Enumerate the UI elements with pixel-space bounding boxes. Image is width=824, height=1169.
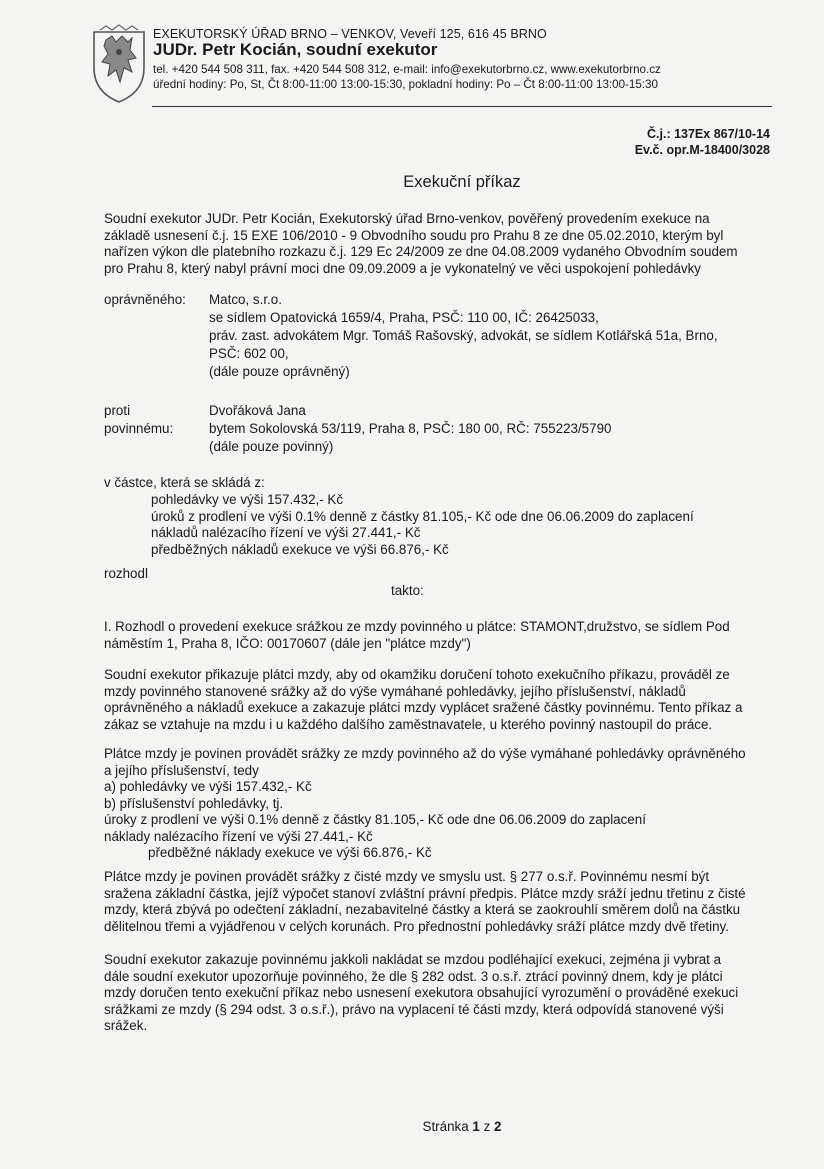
order-paragraph	[104, 667, 770, 733]
case-number: Č.j.: 137Ex 867/10-14	[647, 127, 770, 141]
text-line: Dvořáková Jana	[209, 403, 306, 418]
text-line: Plátce mzdy je povinen provádět srážky ze mzdy povinného až do výše vymáhané pohledávky oprávněného	[104, 746, 746, 761]
text-line: předběžné náklady exekuce ve výši 66.876,- Kč	[148, 845, 432, 860]
text-line: se sídlem Opatovická 1659/4, Praha, PSČ: 110 00, IČ: 26425033,	[209, 310, 599, 325]
text-line: mzdy, která zbývá po odečtení základní, nezabavitelné částky a která se zaokrouhlí směrem dolů na částku	[104, 902, 741, 917]
text-line: (dále pouze oprávněný)	[209, 364, 350, 379]
page-indicator	[0, 1119, 824, 1136]
text-line: mzdy doručen tento exekuční příkaz nebo usnesení exekutora obsahující vyrozumění o prováděné exekuci	[104, 985, 739, 1000]
intro-paragraph	[104, 211, 770, 277]
text-line: zákaz se vztahuje na mzdu i u každého dalšího zaměstnavatele, u kterého povinný nastoupil do práce.	[104, 716, 713, 732]
text-line: sražena základní částka, jejíž výpočet stanoví zvláštní právní předpis. Plátce mzdy sráží jednu třetinu z čisté	[104, 885, 746, 901]
text-line: mzdy povinného stanovené srážky až do výše vymáhané pohledávky, jejího příslušenství, nákladů	[104, 683, 686, 699]
contact-line: tel. +420 544 508 311, fax. +420 544 508 312, e-mail: info@exekutorbrno.cz, www.exekutorbrno.cz	[153, 63, 661, 76]
text-line: dále soudní exekutor upozorňuje povinného, že dle § 282 odst. 3 o.s.ř. ztrácí povinný dnem, kdy je plátci	[104, 968, 723, 984]
office-address: EXEKUTORSKÝ ÚŘAD BRNO – VENKOV, Veveří 125, 616 45 BRNO	[153, 27, 547, 41]
of-word: z	[483, 1119, 491, 1134]
reference-block	[635, 126, 770, 158]
office-hours: úřední hodiny: Po, St, Čt 8:00-11:00 13:00-15:30, pokladní hodiny: Po – Čt 8:00-11:00 13:00-15:30	[153, 78, 658, 91]
text-line: (dále pouze povinný)	[209, 439, 334, 454]
prohibition-paragraph	[104, 952, 770, 1035]
executor-name: JUDr. Petr Kocián, soudní exekutor	[153, 40, 438, 59]
text-line: náklady nalézacího řízení ve výši 27.441,- Kč	[104, 828, 373, 844]
coat-of-arms-icon	[88, 24, 150, 104]
page-number: 1	[472, 1119, 480, 1134]
text-line: PSČ: 602 00,	[209, 346, 289, 361]
text-line: srážek.	[104, 1018, 148, 1033]
amount-items	[151, 492, 694, 558]
text-line: základě usnesení č.j. 15 EXE 106/2010 - 9 Obvodního soudu pro Prahu 8 ze dne 05.02.2010, kterým byl	[104, 227, 724, 243]
text-line: práv. zast. advokátem Mgr. Tomáš Rašovský, advokát, se sídlem Kotlářská 51a, Brno,	[209, 328, 718, 343]
amount-intro: v částce, která se skládá z:	[104, 475, 265, 490]
amount-item: pohledávky ve výši 157.432,- Kč	[151, 492, 344, 507]
text-line: náměstím 1, Praha 8, IČO: 00170607 (dále jen "plátce mzdy")	[104, 635, 471, 651]
text-line: dělitelnou třemi a vyjádřenou v celých korunách. Pro přednostní pohledávky sráží plátce mzdy dvě třetiny.	[104, 918, 729, 934]
text-line: nařízen výkon dle platebního rozkazu č.j. 129 Ec 24/2009 ze dne 04.08.2009 vydaného Obvodním soudem	[104, 244, 738, 259]
amount-item: předběžných nákladů exekuce ve výši 66.876,- Kč	[151, 541, 449, 557]
text-line: Matco, s.r.o.	[209, 292, 282, 307]
decided-label: rozhodl	[104, 566, 148, 581]
takto-label: takto:	[391, 583, 424, 598]
creditor-details	[209, 292, 718, 382]
text-line: bytem Sokolovská 53/119, Praha 8, PSČ: 180 00, RČ: 755223/5790	[209, 421, 612, 436]
text-line: srážkami ze mzdy (§ 294 odst. 3 o.s.ř.), právo na vyplacení té části mzdy, která odpovídá stanovené výši	[104, 1001, 724, 1017]
text-line: Soudní exekutor zakazuje povinnému jakkoli nakládat se mzdou podléhající exekuci, zejména ji vybrat a	[104, 952, 722, 967]
header-divider	[152, 106, 772, 107]
creditor-label: oprávněného:	[104, 292, 186, 307]
debtor-label: povinnému:	[104, 421, 174, 436]
text-line: pro Prahu 8, který nabyl právní moci dne 09.09.2009 a je vykonatelný ve věci uspokojení pohledávky	[104, 260, 701, 276]
debtor-label-against: proti	[104, 403, 131, 418]
text-line: Soudní exekutor JUDr. Petr Kocián, Exekutorský úřad Brno-venkov, pověřený provedením exekuce na	[104, 211, 710, 226]
registry-number: Ev.č. opr.M-18400/3028	[634, 143, 770, 157]
debtor-details	[209, 403, 611, 457]
text-line: I. Rozhodl o provedení exekuce srážkou ze mzdy povinného u plátce: STAMONT,družstvo, se sídlem Pod	[104, 619, 730, 634]
text-line: a jejího příslušenství, tedy	[104, 762, 259, 778]
amount-item: úroků z prodlení ve výši 0.1% denně z částky 81.105,- Kč ode dne 06.06.2009 do zaplacení	[151, 508, 694, 524]
text-line: a) pohledávky ve výši 157.432,- Kč	[104, 779, 312, 794]
text-line: oprávněného a nákladů exekuce a zakazuje plátci mzdy vyplácet sražené částky povinnému. Tento příkaz a	[104, 700, 743, 715]
text-line: úroky z prodlení ve výši 0.1% denně z částky 81.105,- Kč ode dne 06.06.2009 do zaplacení	[104, 812, 646, 827]
obligation-paragraph	[104, 746, 770, 862]
text-line: Plátce mzdy je povinen provádět srážky z čisté mzdy ve smyslu ust. § 277 o.s.ř. Povinnému nesmí být	[104, 869, 710, 884]
amount-item: nákladů nalézacího řízení ve výši 27.441,- Kč	[151, 525, 421, 540]
document-title: Exekuční příkaz	[403, 173, 521, 191]
net-wage-paragraph	[104, 869, 770, 935]
page-word: Stránka	[422, 1119, 469, 1134]
text-line: b) příslušenství pohledávky, tj.	[104, 795, 284, 811]
text-line: Soudní exekutor přikazuje plátci mzdy, aby od okamžiku doručení tohoto exekučního příkazu, prováděl ze	[104, 667, 730, 682]
section-one	[104, 619, 770, 652]
page-total: 2	[494, 1119, 502, 1134]
